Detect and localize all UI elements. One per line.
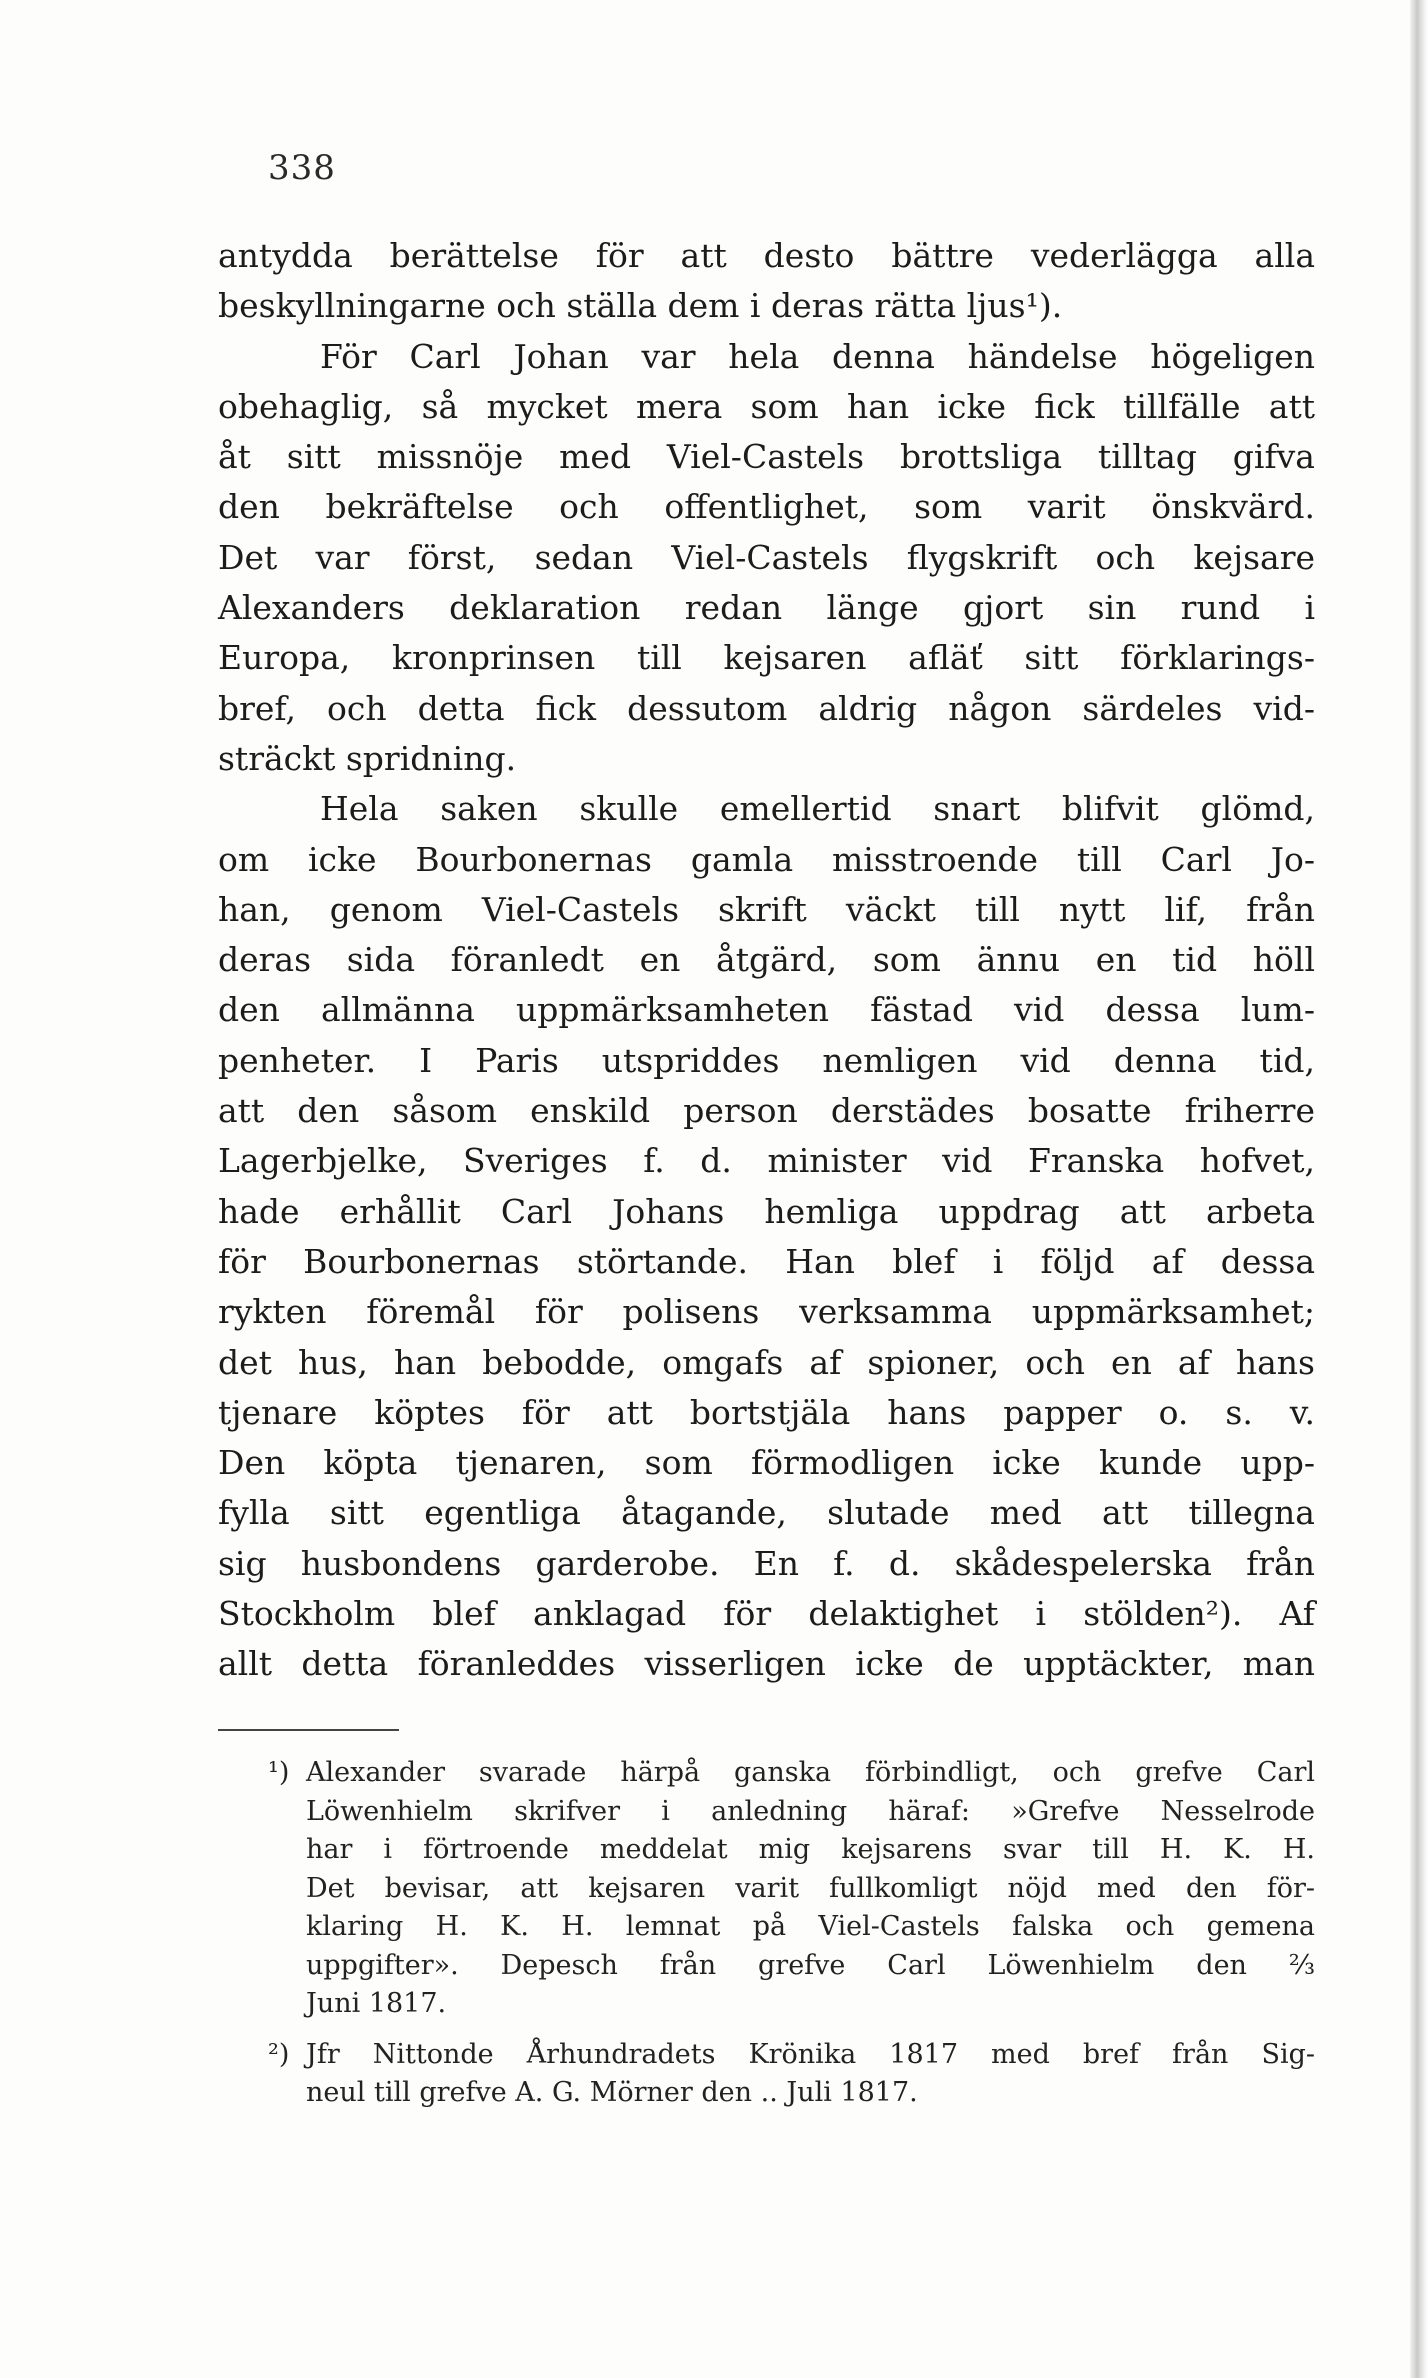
body-line: åt sitt missnöje med Viel-Castels brottsliga tilltag gifva [218,437,1315,477]
footnote-1-line [268,1754,1315,1793]
footnote-1-line: klaring H. K. H. lemnat på Viel-Castels falska och gemena [306,1911,1315,1942]
page-number: 338 [268,148,336,188]
body-line: För Carl Johan var hela denna händelse högeligen [320,336,1315,376]
footnote-1-line: Det bevisar, att kejsaren varit fullkomligt nöjd med den för- [306,1872,1315,1904]
body-line: den allmänna uppmärksamheten fästad vid dessa lum- [218,990,1315,1030]
body-line: deras sida föranledt en åtgärd, som ännu en tid höll [218,940,1315,980]
body-line: rykten föremål för polisens verksamma uppmärksamhet; [218,1292,1315,1332]
body-line: Det var först, sedan Viel-Castels flygskrift och kejsare [218,537,1315,577]
body-line: obehaglig, så mycket mera som han icke fick tillfälle att [218,386,1315,426]
body-line: fylla sitt egentliga åtagande, slutade med att tillegna [218,1493,1315,1533]
body-line: penheter. I Paris utspriddes nemligen vid denna tid, [218,1040,1315,1080]
body-line: Alexanders deklaration redan länge gjort sin rund i [218,588,1315,628]
body-line: tjenare köptes för att bortstjäla hans papper o. s. v. [218,1392,1315,1432]
body-line: Stockholm blef anklagad för delaktighet i stölden²). Af [218,1594,1315,1634]
body-line: för Bourbonernas störtande. Han blef i följd af dessa [218,1241,1315,1281]
body-line: sträckt spridning. [218,738,517,778]
body-line: Hela saken skulle emellertid snart blifvit glömd, [320,789,1315,829]
footnote-1-line: har i förtroende meddelat mig kejsarens svar till H. K. H. [306,1834,1315,1865]
body-line: Den köpta tjenaren, som förmodligen icke kunde upp- [218,1443,1315,1483]
footnote-2-text: Jfr Nittonde Århundradets Krönika 1817 med bref från Sig- [306,2038,1315,2070]
footnotes [268,1754,1315,2113]
page-edge [1410,0,1428,2378]
footnote-1-line: Juni 1817. [306,1988,447,2019]
body-line: beskyllningarne och ställa dem i deras rätta ljus¹). [218,286,1063,326]
body-text [218,231,1315,1690]
footnote-1-line: uppgifter». Depesch från grefve Carl Löwenhielm den ⅔ [306,1949,1315,1981]
footnote-divider [218,1729,399,1731]
body-line: han, genom Viel-Castels skrift väckt till nytt lif, från [218,889,1315,929]
body-line: Lagerbjelke, Sveriges f. d. minister vid Franska hofvet, [218,1141,1315,1181]
body-line: det hus, han bebodde, omgafs af spioner, och en af hans [218,1342,1315,1382]
footnote-1-text: Alexander svarade härpå ganska förbindligt, och grefve Carl [306,1757,1315,1788]
body-line: den bekräftelse och offentlighet, som varit önskvärd. [218,487,1315,527]
body-line: sig husbondens garderobe. En f. d. skådespelerska från [218,1543,1315,1583]
body-line: allt detta föranleddes visserligen icke de upptäckter, man [218,1644,1315,1684]
body-line: Europa, kronprinsen till kejsaren afläť sitt förklarings- [218,638,1315,678]
footnote-2-line [268,2036,1315,2075]
footnote-2-mark: ²) [268,2038,290,2070]
body-line: bref, och detta fick dessutom aldrig någon särdeles vid- [218,688,1315,728]
footnote-1-mark: ¹) [268,1757,290,1788]
body-line: antydda berättelse för att desto bättre vederlägga alla [218,236,1315,275]
body-line: hade erhållit Carl Johans hemliga uppdrag att arbeta [218,1191,1315,1231]
footnote-1-line: Löwenhielm skrifver i anledning häraf: »Grefve Nesselrode [306,1795,1315,1827]
body-line: om icke Bourbonernas gamla misstroende till Carl Jo- [218,839,1315,879]
body-line: att den såsom enskild person derstädes bosatte friherre [218,1091,1315,1131]
footnote-2-line: neul till grefve A. G. Mörner den .. Juli 1817. [306,2077,918,2108]
